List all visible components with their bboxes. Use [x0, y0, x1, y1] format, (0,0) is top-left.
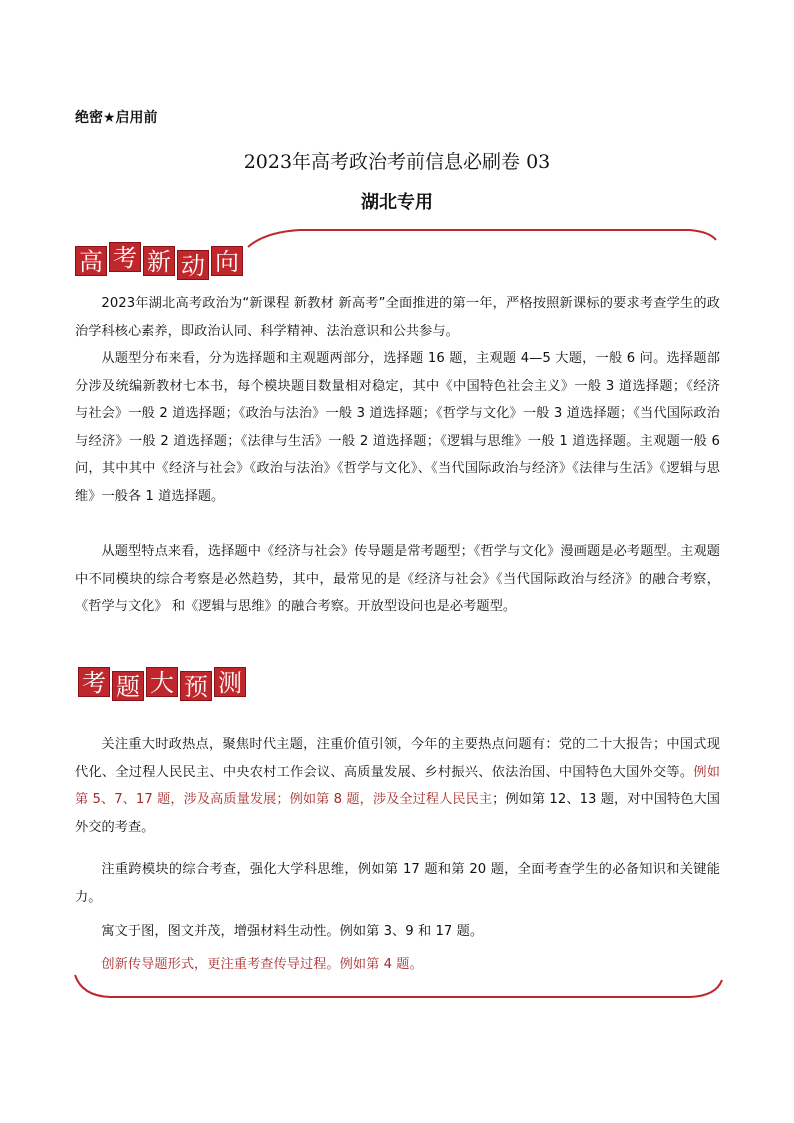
badge-char: 考	[78, 667, 110, 697]
badge-char: 高	[75, 246, 107, 276]
section-badge-exam-forecast	[78, 667, 248, 701]
badge-char: 向	[211, 246, 243, 276]
badge-char: 预	[180, 671, 212, 701]
forecast-text-tail: ；例如第 12、13 题，对中国特色大国外交的考查。	[75, 792, 720, 835]
trends-paragraph-1: 2023年湖北高考政治为“新课程 新教材 新高考”全面推进的第一年，严格按照新课标的要求考查学生的政治学科核心素养，即政治认同、科学精神、法治意识和公共参与。	[75, 296, 720, 339]
page-subtitle: 湖北专用	[361, 192, 433, 213]
page-title: 2023年高考政治考前信息必刷卷 03	[243, 151, 551, 173]
forecast-highlight: 例如第 5、7、17 题，涉及高质量发展；例如第 8 题，涉及全过程人民民主	[75, 764, 720, 807]
forecast-text: 关注重大时政热点，聚焦时代主题，注重价值引领，今年的主要热点问题有：党的二十大报告；中国式现代化、全过程人民民主、中央农村工作会议、高质量发展、乡村振兴、依法治国、中国特色大国外交等。	[75, 737, 720, 780]
trends-paragraph-2: 从题型分布来看，分为选择题和主观题两部分，选择题 16 题，主观题 4—5 大题，一般 6 问。选择题部分涉及统编新教材七本书，每个模块题目数量相对稳定，其中《中国特色社会主义》一般 3 道选择题；《经济与社会》一般 2 道选择题；《政治与法治》一般 3 道选择题；《哲学与文化》一般 3 道选择题；《当代国际政治与经济》一般 2 道选择题；《法律与生活》一般 2 道选择题；《逻辑与思维》一般 1 道选择题。主观题一般 6 问，其中其中《经济与社会》《政治与法治》《哲学与文化》、《当代国际政治与经济》《法律与生活》《逻辑与思维》一般各 1 道选择题。	[75, 351, 720, 504]
forecast-paragraph-3: 寓文于图，图文并茂，增强材料生动性。例如第 3、9 和 17 题。	[101, 924, 484, 939]
forecast-paragraph-1	[75, 731, 720, 841]
forecast-paragraph-2: 注重跨模块的综合考查，强化大学科思维，例如第 17 题和第 20 题，全面考查学生的必备知识和关键能力。	[75, 862, 720, 905]
forecast-paragraph-4: 创新传导题形式，更注重考查传导过程。例如第 4 题。	[101, 957, 423, 972]
badge-char: 测	[214, 667, 246, 697]
badge-char: 考	[109, 242, 141, 272]
confidential-label: 绝密★启用前	[75, 110, 158, 126]
badge-char: 新	[143, 246, 175, 276]
section-badge-gaokao-trends	[75, 246, 245, 280]
badge-char: 题	[112, 671, 144, 701]
trends-paragraph-3: 从题型特点来看，选择题中《经济与社会》传导题是常考题型；《哲学与文化》漫画题是必考题型。主观题中不同模块的综合考察是必然趋势，其中，最常见的是《经济与社会》《当代国际政治与经济》的融合考察，《哲学与文化》 和《逻辑与思维》的融合考察。开放型设问也是必考题型。	[75, 544, 720, 614]
badge-char: 大	[146, 667, 178, 697]
badge-char: 动	[177, 250, 209, 280]
